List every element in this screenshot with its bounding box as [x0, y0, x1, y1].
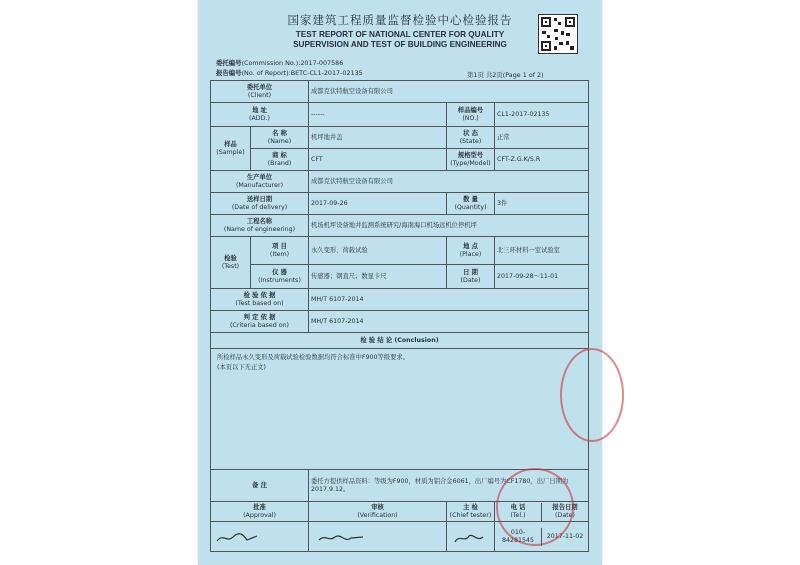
row-name: 样品 (Sample) 名 称 (Name) 机坪地井盖 状 态 (State) 正常	[211, 127, 589, 149]
client-value: 成都克伏特航空设备有限公司	[309, 81, 589, 103]
approval-signature	[211, 522, 309, 552]
test-group-label: 检验 (Test)	[211, 237, 251, 289]
row-criteria: 判 定 依 据 (Criteria based on) MH/T 6107-2014	[211, 311, 589, 333]
report-paper	[198, 0, 602, 565]
row-signature-labels: 批准 (Approval) 审核 (Verification) 主 检 (Chief tester) 电 话 (Tel.) 报告日期 (Date)	[211, 502, 589, 522]
row-address: 地 址 (ADD.) ------ 样品编号 (NO.) CL1-2017-02135	[211, 103, 589, 127]
item-value: 永久变形、荷载试验	[309, 237, 447, 265]
conclusion-line2: (本页以下无正文)	[217, 364, 266, 371]
title-en-line1: TEST REPORT OF NATIONAL CENTER FOR QUALITY	[295, 30, 505, 39]
row-client: 委托单位 (Client) 成都克伏特航空设备有限公司	[211, 81, 589, 103]
remark-label: 备 注	[252, 481, 267, 489]
address-value: ------	[309, 103, 447, 127]
row-manufacturer: 生产单位 (Manufacturer) 成都克伏特航空设备有限公司	[211, 171, 589, 193]
row-brand: 商 标 (Brand) CFT 规格型号 (Type/Model) CFT-Z.G.K/S.R	[211, 149, 589, 171]
sample-group-label: 样品 (Sample)	[211, 127, 251, 171]
commission-no: 委托编号(Commission No.):2017-007586	[216, 59, 344, 67]
tel-value: 010-84281545	[495, 528, 542, 546]
conclusion-line1: 所检样品永久变形及荷载试验检验数据均符合标准中F900等级要求。	[217, 354, 409, 361]
basis-value: MH/T 6107-2014	[309, 289, 589, 311]
test-date-value: 2017-09-28～11-01	[495, 265, 589, 289]
row-item: 检验 (Test) 项 目 (Item) 永久变形、荷载试验 地 点 (Place) 北三环材料一室试验室	[211, 237, 589, 265]
row-instruments: 仪 器 (Instruments) 传感器；钢直尺；数显卡尺 日 期 (Date) 2017-09-28～11-01	[211, 265, 589, 289]
brand-value: CFT	[309, 149, 447, 171]
row-basis: 检 验 依 据 (Test based on) MH/T 6107-2014	[211, 289, 589, 311]
row-delivery: 送样日期 (Date of delivery) 2017-09-26 数 量 (Quantity) 3件	[211, 193, 589, 215]
conclusion-body	[211, 349, 589, 470]
title-en-line2: SUPERVISION AND TEST OF BUILDING ENGINEERING	[293, 40, 507, 49]
red-seal-stamp-edge	[560, 348, 624, 442]
row-conclusion-body	[211, 349, 589, 470]
qr-code-icon	[538, 14, 578, 54]
remark-text: 委托方提供样品资料：等级为F900，材质为铝合金6061，出厂编号为CF1780，出厂日期为2017.9.12。	[309, 470, 589, 502]
instruments-value: 传感器；钢直尺；数显卡尺	[309, 265, 447, 289]
delivery-value: 2017-09-26	[309, 193, 447, 215]
model-value: CFT-Z.G.K/S.R	[495, 149, 589, 171]
state-value: 正常	[495, 127, 589, 149]
engineering-value: 机场机坪设备地井监测系统研究/海南海口机场远机位停机坪	[309, 215, 589, 237]
sample-no-value: CL1-2017-02135	[495, 103, 589, 127]
row-conclusion-head	[211, 333, 589, 349]
criteria-value: MH/T 6107-2014	[309, 311, 589, 333]
report-no: 报告编号(No. of Report):BETC-CL1-2017-02135	[216, 69, 363, 77]
page-indicator: 第1页 共2页(Page 1 of 2)	[467, 71, 544, 79]
title-cn: 国家建筑工程质量监督检验中心检验报告	[287, 13, 513, 27]
red-seal-stamp	[496, 468, 574, 546]
place-value: 北三环材料一室试验室	[495, 237, 589, 265]
manufacturer-value: 成都克伏特航空设备有限公司	[309, 171, 589, 193]
row-engineering: 工程名称 (Name of engineering) 机场机坪设备地井监测系统研究/海南海口机场远机位停机坪	[211, 215, 589, 237]
name-value: 机坪地井盖	[309, 127, 447, 149]
quantity-value: 3件	[495, 193, 589, 215]
conclusion-heading: 检 验 结 论 (Conclusion)	[211, 333, 589, 349]
verification-signature	[309, 522, 447, 552]
report-date-value: 2017-11-02	[546, 532, 584, 540]
chief-signature	[447, 522, 495, 552]
